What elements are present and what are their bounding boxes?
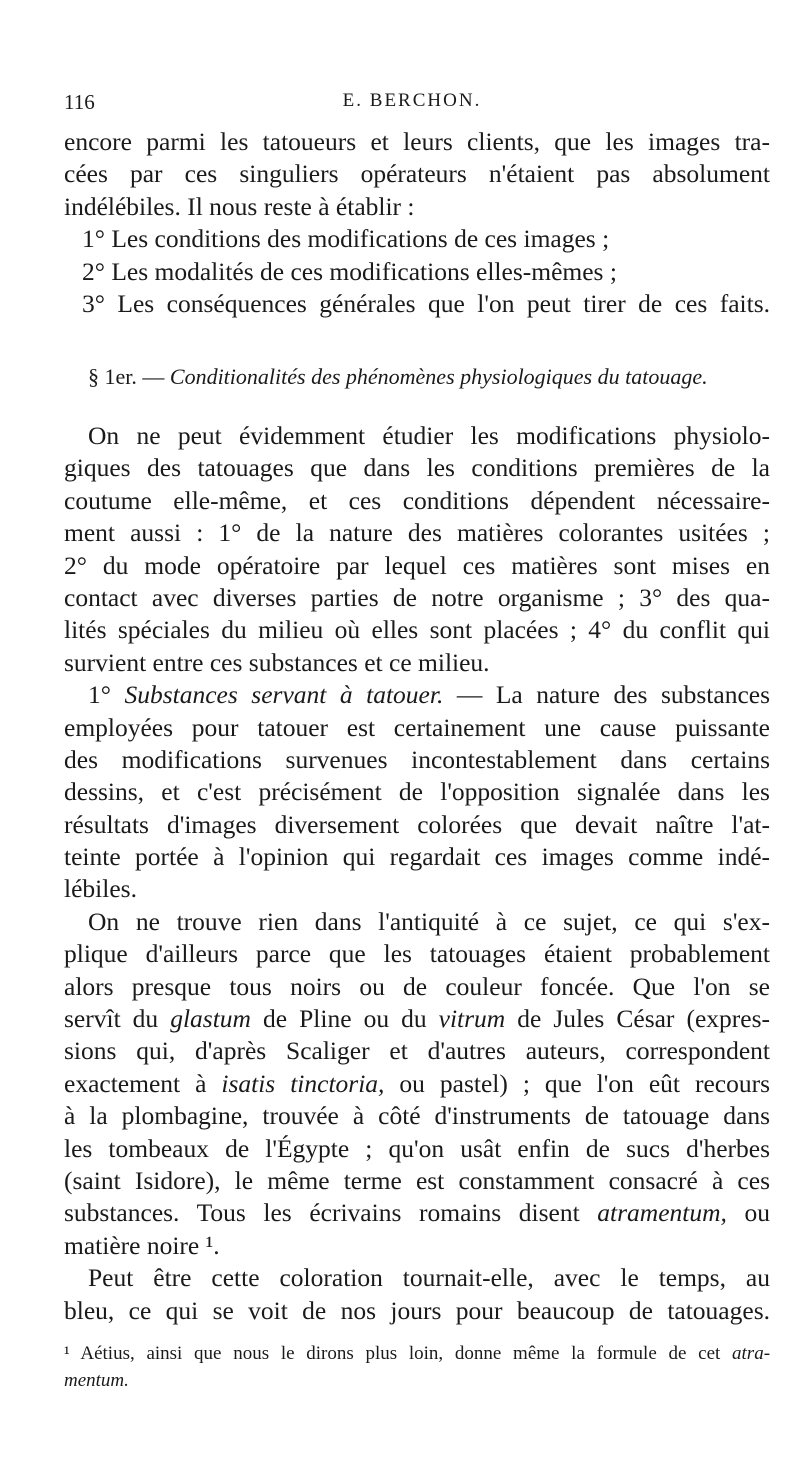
text-line — [64, 1003, 770, 1035]
footnote — [64, 1340, 770, 1394]
section-heading — [88, 364, 748, 390]
text-line: résultats d'images diversement colorées que devait naître l'at- — [64, 809, 770, 839]
text-fragment: exactement à — [64, 1068, 207, 1098]
text-line: contact avec diverses parties de notre organisme ; 3° des qua- — [64, 582, 770, 612]
list-item: 1° Les conditions des modifications de ces images ; — [82, 224, 610, 254]
text-line: teinte portée à l'opinion qui regardait ces images comme indé- — [64, 842, 770, 872]
text-line: plique d'ailleurs parce que les tatouages étaient probablement — [64, 939, 770, 969]
text-line — [64, 1068, 770, 1100]
text-line: à la plombagine, trouvée à côté d'instruments de tatouage dans — [64, 1101, 770, 1131]
footnote-line — [64, 1367, 770, 1394]
item-number: 1° — [88, 680, 111, 710]
subsection-title: Substances servant à tatouer. — [124, 680, 444, 710]
text-fragment: ou pastel) ; que l'on eût recours — [399, 1068, 771, 1098]
text-line: lités spéciales du milieu où elles sont placées ; 4° du conflit qui — [64, 615, 770, 645]
list-item: 2° Les modalités de ces modifications elles-mêmes ; — [82, 256, 617, 286]
text-fragment: de Jules César (expres- — [517, 1004, 770, 1034]
page-number: 116 — [64, 90, 95, 114]
page-header — [64, 90, 760, 120]
text-fragment: ou — [744, 1198, 771, 1228]
intro-paragraph — [64, 126, 770, 320]
text-fragment: ¹ Aétius, ainsi que nous le dirons plus loin, donne même la formule de cet — [64, 1343, 721, 1364]
text-line: On ne peut évidemment étudier les modifications physiolo- — [88, 421, 770, 450]
text-line: des modifications survenues incontestablement dans certains — [64, 744, 770, 774]
text-line: employées pour tatouer est certainement une cause puissante — [64, 712, 770, 742]
text-line: les tombeaux de l'Égypte ; qu'on usât enfin de sucs d'herbes — [64, 1133, 770, 1163]
text-line: ment aussi : 1° de la nature des matières colorantes usitées ; — [64, 518, 770, 548]
italic-term: glastum — [170, 1004, 251, 1034]
text-line: lébiles. — [64, 874, 137, 904]
text-line: (saint Isidore), le même terme est constamment consacré à ces — [64, 1165, 770, 1195]
text-line: cées par ces singuliers opérateurs n'étaient pas absolument — [64, 159, 770, 189]
text-line — [64, 1197, 770, 1229]
italic-term: mentum. — [64, 1370, 129, 1391]
text-fragment: de Pline ou du — [263, 1004, 427, 1034]
italic-term: vitrum — [438, 1004, 506, 1034]
text-line: sions qui, d'après Scaliger et d'autres auteurs, correspondent — [64, 1036, 770, 1066]
list-item: 3° Les conséquences générales que l'on peut tirer de ces faits. — [82, 288, 770, 318]
text-line: giques des tatouages que dans les conditions premières de la — [64, 453, 770, 483]
text-line: alors presque tous noirs ou de couleur foncée. Que l'on se — [64, 971, 770, 1001]
text-line: dessins, et c'est précisément de l'opposition signalée dans les — [64, 777, 770, 807]
main-text — [64, 420, 770, 1327]
italic-term: atra- — [732, 1343, 771, 1364]
text-fragment: — La nature des substances — [456, 680, 771, 710]
text-fragment: substances. Tous les écrivains romains disent — [64, 1198, 580, 1228]
italic-term: isatis tinctoria, — [221, 1068, 385, 1098]
text-line — [64, 679, 770, 711]
italic-term: atramentum, — [597, 1198, 727, 1228]
text-line: coutume elle-même, et ces conditions dépendent nécessaire- — [64, 485, 770, 515]
text-line: On ne trouve rien dans l'antiquité à ce sujet, ce qui s'ex- — [88, 906, 770, 936]
section-title: Conditionalités des phénomènes physiologiques du tatouage. — [169, 364, 708, 389]
section-symbol: § 1er. — — [88, 364, 165, 389]
text-line: indélébiles. Il nous reste à établir : — [64, 191, 415, 221]
running-head: E. BERCHON. — [342, 90, 482, 111]
text-line: 2° du mode opératoire par lequel ces matières sont mises en — [64, 550, 770, 580]
text-line: Peut être cette coloration tournait-elle, avec le temps, au — [88, 1263, 770, 1293]
text-line: survient entre ces substances et ce milieu. — [64, 647, 490, 677]
footnote-line — [64, 1340, 770, 1367]
text-line: matière noire ¹. — [64, 1230, 220, 1260]
text-line: encore parmi les tatoueurs et leurs clients, que les images tra- — [64, 127, 770, 156]
text-line: bleu, ce qui se voit de nos jours pour beaucoup de tatouages. — [64, 1295, 770, 1325]
text-fragment: servît du — [64, 1004, 159, 1034]
